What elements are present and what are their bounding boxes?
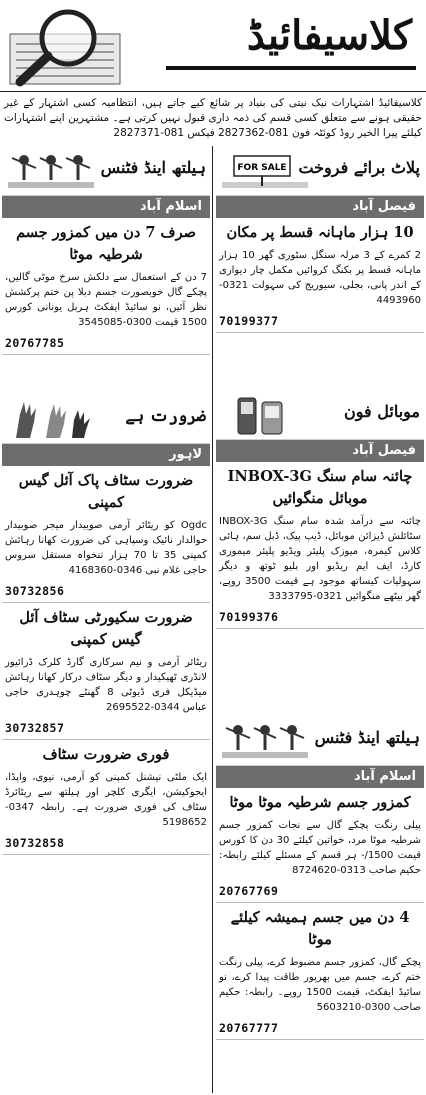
category-title: ضرورت ہے: [125, 406, 206, 425]
for-sale-sign-text: FOR SALE: [237, 163, 287, 173]
ad-phone: 70199377: [219, 314, 279, 328]
health-section: [216, 718, 424, 1040]
mobile-section: [216, 392, 424, 629]
ad-body: 2 کمرے کے 3 مرلہ سنگل سٹوری گھر 10 ہزار ماہانہ قسط پر بکنگ کروائیں مکمل چار دیواری کے اندر پانی، بجلی، سیوریج کی سہولت 0321-4493960: [219, 250, 422, 306]
ad-phone: 20767777: [219, 1021, 279, 1035]
classified-header: [0, 0, 426, 92]
left-column: [2, 148, 210, 1093]
ad-block: [216, 218, 424, 333]
ad-body: پیلی رنگت پچکے گال سے نجات کمزور جسم شرطیہ موٹا مرد، خواتین کیلئے 30 دن کا کورس قیمت 1500/- ہر قسم کے مسئلے کیلئے رابطہ: حکیم صاحب 0313-8724620: [219, 820, 422, 876]
title-underline: [166, 66, 416, 70]
ad-block: [2, 218, 210, 355]
ad-headline: چائنہ سام سنگ INBOX-3G موبائل منگوائیں: [227, 468, 413, 507]
ad-phone: 30732856: [5, 584, 65, 598]
category-banner: [216, 718, 424, 766]
plots-section: [216, 148, 424, 333]
city-bar: اسلام آباد: [2, 196, 210, 218]
ad-headline: 10 ہزار ماہانہ قسط پر مکان: [226, 224, 414, 241]
ad-headline: ضرورت سکیورٹی سٹاف آئل گیس کمپنی: [19, 609, 193, 648]
ad-body: پچکے گال، کمزور جسم مضبوط کرے، پیلی رنگت ختم کرے، جسم میں بھرپور طاقت پیدا کرے، نو سائیڈ ایفکٹ، قیمت 1500 روپے۔ رابطہ: حکیم صاحب 0300-5603210: [219, 957, 421, 1013]
ad-body: 7 دن کے استعمال سے دلکش سرخ موٹی گالیں، پچکے گال خوبصورت جسم دبلا پن ختم پرکشش نظر آئیں، نو سائیڈ ایفکٹ ہربل یونانی کورس 1500 قیمت 0300-3545085: [5, 272, 207, 328]
ad-body: ریٹائر آرمی و نیم سرکاری گارڈ کلرک ڈرائیور لانڈری ٹھیکیدار و دیگر سٹاف درکار کھانا رہائش میڈیکل فری ڈیوٹی 8 گھنٹے چوہدری حاجی عباس 0344-2695522: [5, 657, 207, 713]
city-bar: لاہور: [2, 444, 210, 466]
ad-headline: 4 دن میں جسم ہمیشہ کیلئے موٹا: [230, 909, 410, 948]
city-bar: فیصل آباد: [216, 196, 424, 218]
exercise-figures-icon: [220, 722, 310, 762]
right-column: [216, 148, 424, 1093]
category-title: ہیلتھ اینڈ فٹنس: [100, 158, 206, 177]
category-title: پلاٹ برائے فروخت: [298, 158, 420, 177]
city-bar: اسلام آباد: [216, 766, 424, 788]
category-banner: [2, 396, 210, 444]
ad-phone: 30732858: [5, 836, 65, 850]
ad-block: [216, 462, 424, 629]
ad-headline: فوری ضرورت سٹاف: [42, 746, 170, 763]
ad-headline: کمزور جسم شرطیہ موٹا موٹا: [229, 794, 411, 811]
category-banner: [216, 148, 424, 196]
column-divider: [212, 146, 213, 1093]
ad-headline: ضرورت سٹاف پاک آئل گیس کمپنی: [18, 472, 194, 511]
raised-hands-icon: [6, 400, 96, 440]
city-bar: فیصل آباد: [216, 440, 424, 462]
ad-phone: 70199376: [219, 610, 279, 624]
wanted-section: [2, 396, 210, 855]
category-banner: [2, 148, 210, 196]
ad-headline: صرف 7 دن میں کمزور جسم شرطیہ موٹا: [16, 224, 196, 263]
exercise-figures-icon: [6, 152, 96, 192]
ad-block: [216, 788, 424, 903]
ad-body: ایک ملٹی نیشنل کمپنی کو آرمی، نیوی، واپڈا، ایجوکیشن، ایگری کلچر اور ہیلتھ سے ریٹائرڈ سٹاف کی فوری ضرورت ہے۔ رابطہ 0347-5198652: [5, 772, 207, 828]
for-sale-sign-icon: [220, 152, 310, 192]
category-title: موبائل فون: [344, 402, 420, 421]
ad-block: [2, 740, 210, 855]
ad-body: Ogdc کو ریٹائر آرمی صوبیدار میجر صوبیدار حوالدار نائیک وسپاہی کی ضرورت کھانا رہائش کمپنی 35 تا 70 ہزار تنخواہ مستقل سروس حاجی غلام نبی 0346-4168360: [5, 520, 208, 576]
ad-phone: 30732857: [5, 721, 65, 735]
ad-block: [216, 903, 424, 1040]
magnifier-newspaper-icon: [6, 4, 126, 88]
ad-phone: 20767785: [5, 336, 65, 350]
page-title: کلاسیفائیڈ: [246, 12, 412, 59]
category-title: ہیلتھ اینڈ فٹنس: [314, 728, 420, 747]
disclaimer-text: کلاسیفائیڈ اشتہارات نیک نیتی کی بنیاد پر شائع کیے جاتے ہیں، انتظامیہ کسی اشتہار کے غیر حقیقی ہونے سے متعلق کسی قسم کی ذمہ داری قبول نہیں کرتی ہے۔ مشتہرین اپنے اشتہارات کیلئے پیرا الخیر روڈ کوئٹہ فون 081-2827362 فیکس 081-2827371: [4, 97, 422, 139]
category-banner: [216, 392, 424, 440]
ad-block: [2, 466, 210, 603]
ad-block: [2, 603, 210, 740]
ad-phone: 20767769: [219, 884, 279, 898]
mobile-phone-icon: [220, 396, 310, 436]
health-section: [2, 148, 210, 355]
ad-body: چائنہ سے درآمد شدہ سام سنگ INBOX-3G سٹائلش ڈیزائن موبائل، ڈیپ پیک، ڈبل سم، ہائی کلاس کیمرہ، میوزک پلیئر ویڈیو پلیئر میموری کارڈ، ایف ایم ریڈیو اور بلیو ٹوتھ و دیگر سہولیات کیساتھ موجود ہے قیمت 3500 روپے، گھر بیٹھے منگوائیں 0321-3333795: [219, 516, 421, 602]
